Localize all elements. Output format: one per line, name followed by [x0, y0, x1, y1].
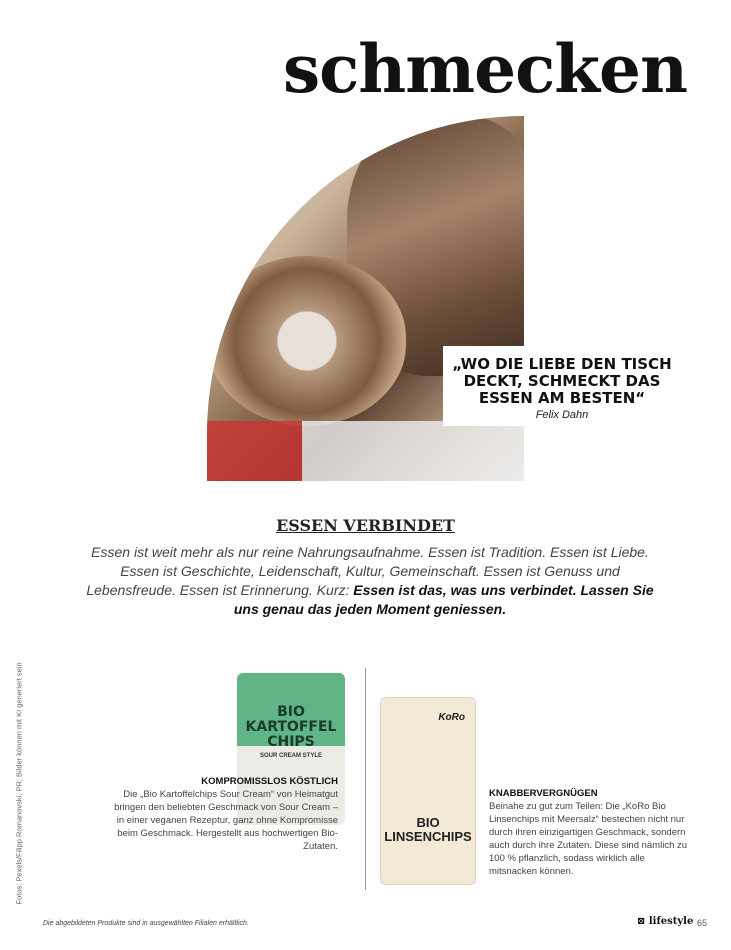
- footer-note: Die abgebildeten Produkte sind in ausgewählten Filialen erhältlich.: [43, 920, 249, 927]
- section-title: ESSEN VERBINDET: [276, 516, 455, 535]
- bread-ring-image: [207, 256, 407, 426]
- page-number: 65: [697, 918, 708, 928]
- product-description: [489, 787, 689, 878]
- intro-bold: Essen ist das, was uns verbindet. Lassen Sie uns genau das jeden Moment geniessen.: [233, 582, 654, 617]
- page-title: schmecken: [282, 30, 687, 108]
- photo-credit: Fotos: Pexels/Filipp Romanovski, PR; Bilder können mit KI generiert sein: [14, 662, 24, 905]
- bread-photo: [207, 116, 524, 481]
- product-text: Beinahe zu gut zum Teilen: Die „KoRo Bio Linsenchips mit Meersalz“ bestechen nicht nur durch ihren einzigartigen Geschmack, sondern auch durch ihre Zutaten. Diese sind nämlich zu 100 % pflanzlich, sodass wirklich alle mitsnacken können.: [489, 801, 688, 877]
- quote-box: [443, 346, 691, 426]
- column-divider: [365, 668, 366, 890]
- product-heading: KOMPROMISSLOS KÖSTLICH: [201, 776, 338, 787]
- intro-text: [85, 543, 655, 619]
- product-description: [108, 775, 338, 853]
- pack-title: BIO KARTOFFEL CHIPS: [245, 704, 337, 750]
- product-heading: KNABBERVERGNÜGEN: [489, 788, 598, 799]
- product-image-linsenchips: [380, 697, 476, 885]
- brand-logo: ⊠ lifestyle: [637, 916, 694, 927]
- pack-brand: KoRo: [438, 712, 465, 723]
- intro-plain: Essen ist weit mehr als nur reine Nahrungsaufnahme. Essen ist Tradition. Essen ist Liebe. Essen ist Geschichte, Leidenschaft, Kultur, Gemeinschaft. Essen ist Genuss und Lebensfreude. Essen ist Erinnerung. Kurz:: [86, 544, 649, 598]
- quote-author: Felix Dahn: [535, 409, 589, 421]
- quote-text: „WO DIE LIEBE DEN TISCH DECKT, SCHMECKT DAS ESSEN AM BESTEN“: [452, 355, 672, 407]
- pack-subtitle: SOUR CREAM STYLE: [259, 753, 322, 759]
- pack-title: BIO LINSENCHIPS: [384, 815, 472, 844]
- paper-image: [207, 421, 524, 481]
- product-text: Die „Bio Kartoffelchips Sour Cream“ von Heimatgut bringen den beliebten Geschmack von Sour Cream – in einer veganen Rezeptur, ganz ohne Kompromisse beim Geschmack. Hergestellt aus hochwertigen Bio-Zutaten.: [114, 789, 338, 852]
